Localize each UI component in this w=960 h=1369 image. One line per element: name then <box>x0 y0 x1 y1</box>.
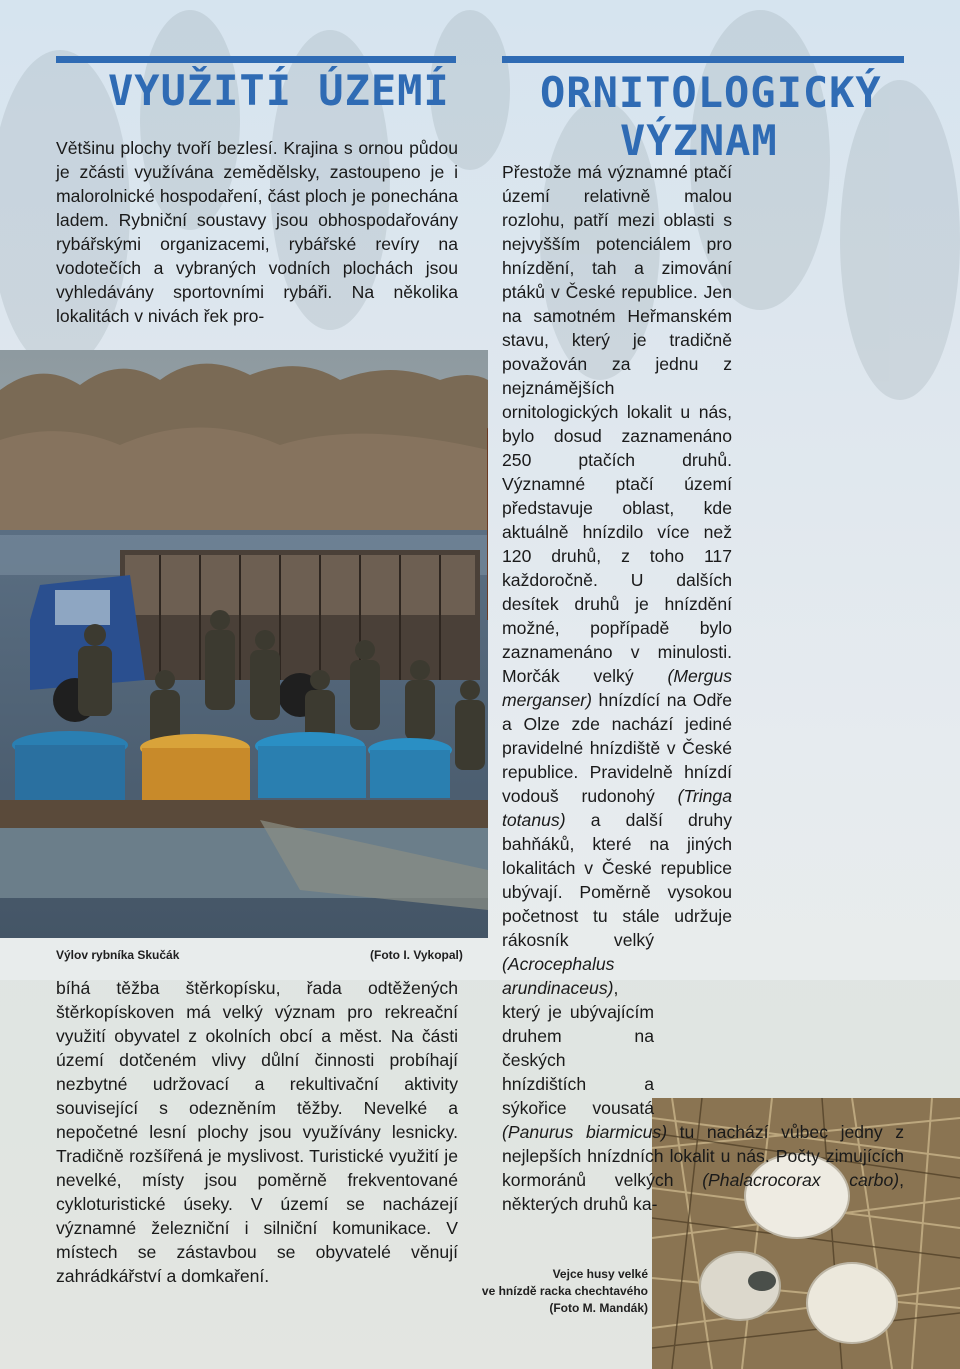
species-acrocephalus: (Acrocephalus arundinaceus) <box>502 954 615 998</box>
fishing-photo-image <box>0 350 488 938</box>
species-panurus: (Panurus biarmicus) <box>502 1122 668 1142</box>
species-phalacrocorax: (Phalacrocorax carbo) <box>702 1170 900 1190</box>
right-text-3: a další druhy bahňáků, které na jiných lokalitách v České republice ubývají. Poměrně vysokou početnost tu stále udržuje rákosník velký <box>502 810 732 950</box>
egg-caption-line1: Vejce husy velké <box>552 1267 648 1281</box>
left-heading-rule <box>56 56 456 63</box>
right-text-2: hnízdící na Odře a Olze zde nachází jediné pravidelné hnízdiště v České republice. Pravidelně hnízdí vodouš rudonohý <box>502 690 732 806</box>
species-mergus: (Mergus merganser) <box>502 666 732 710</box>
fishing-photo-credit: (Foto I. Vykopal) <box>370 948 463 962</box>
species-tringa: (Tringa totanus) <box>502 786 732 830</box>
right-heading-line2: VÝZNAM <box>620 116 778 165</box>
right-text-5: tu nachází vůbec jedny z nejlepších hnízdních lokalit u nás. Počty zimujících kormoránů velkých <box>502 1122 904 1190</box>
right-heading-line1: ORNITOLOGICKÝ <box>540 68 882 117</box>
right-text-6: , některých druhů ka- <box>502 1170 904 1214</box>
right-text-1: Přestože má významné ptačí území relativně malou rozlohu, patří mezi oblasti s nejvyšším potenciálem pro hnízdění, tah a zimování ptáků v České republice. Jen na samotném Heřmanském stavu, který je tradičně považován za jednu z nejznámějších ornitologických lokalit u nás, bylo dosud zaznamenáno 250 ptačích druhů. Významné ptačí území představuje oblast, kde aktuálně hnízdilo více než 120 druhů, z toho 117 každoročně. U dalších desítek druhů je hnízdění možné, popřípadě bylo zaznamenáno v minulosti. Morčák velký <box>502 162 732 686</box>
right-spacer-bottom <box>654 950 904 1100</box>
fishing-photo-caption: Výlov rybníka Skučák <box>56 948 180 962</box>
egg-photo-caption <box>480 1266 648 1317</box>
left-paragraph-bottom-text: bíhá těžba štěrkopísku, řada odtěžených štěrkopískoven má velký význam pro rekreační využití obyvatel z okolních obcí a měst. Na části území dotčeném vlivy důlní činnosti probíhají nezbytné udržovací a rekultivační aktivity související s odezněním těžby. Nevelké a nepočetné lesní plochy jsou využívány lesnicky. Tradičně rozšířená je myslivost. Turistické využití je nevelké, místy jsou poměrně frekventované cykloturistické úseky. V území se nacházejí významné železniční i silniční komunikace. V místech se zástavbou se obyvatelé věnují zahrádkářství a domkaření. <box>56 978 458 1286</box>
right-heading-rule <box>502 56 904 63</box>
right-spacer-top <box>732 160 904 950</box>
left-paragraph-top-text: Většinu plochy tvoří bezlesí. Krajina s ornou půdou je zčásti využívána zemědělsky, zastoupeno je i malorolnické hospodaření, část ploch je ponechána ladem. Rybniční soustavy jsou obhospodařovány rybářskými organizacemi, rybářské revíry na vodotečích a vybraných vodních plochách jsou vyhledávány sportovními rybáři. Na několika lokalitách v nivách řek pro- <box>56 138 458 326</box>
fishing-photo <box>0 350 488 938</box>
egg-photo-credit: (Foto M. Mandák) <box>549 1301 648 1315</box>
egg-caption-line2: ve hnízdě racka chechtavého <box>481 1284 648 1298</box>
left-paragraph-top <box>56 136 458 328</box>
right-paragraph <box>502 160 904 1216</box>
left-paragraph-bottom <box>56 976 458 1288</box>
right-text-4: , který je ubývajícím druhem na českých hnízdištích a sýkořice vousatá <box>502 978 654 1118</box>
left-heading: VYUŽITÍ ÚZEMÍ <box>108 66 450 115</box>
